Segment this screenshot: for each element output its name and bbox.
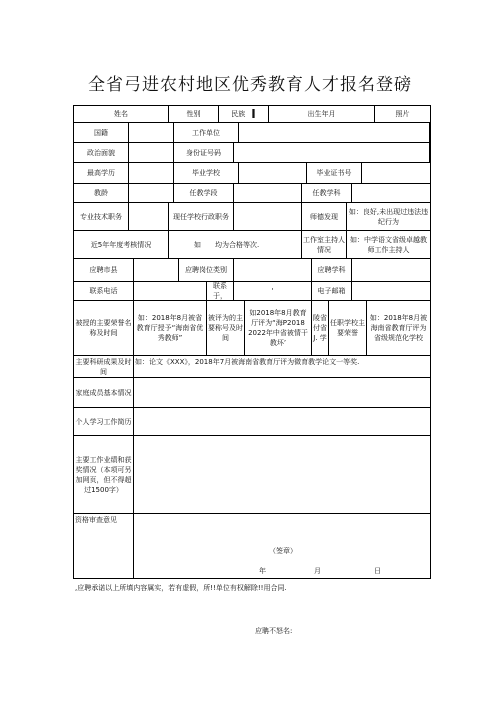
day-label: 日 [374, 567, 381, 575]
label-resume: 个人学习工作简历 [74, 408, 134, 436]
label-political: 政治面貌 [74, 143, 129, 163]
value-research: 如：论文《XXX》，2018年7月被海南省教育厅评为微育教学论文一等奖. [134, 356, 430, 378]
label-achievements: 主要工作业绩和获奖情况（本项可另加网页，但不得超过1500字） [74, 436, 134, 514]
label-ethics: 师德发现 [302, 203, 347, 231]
label-gender: 性别 [169, 106, 219, 123]
value-school[interactable] [239, 163, 307, 184]
value-honors: 如：2018年8月被省教育厅授予“海南省优秀教师” [134, 301, 207, 356]
label-research: 主要科研成果及时间 [74, 356, 134, 378]
label-school: 毕业学校 [174, 163, 239, 184]
value-education[interactable] [129, 163, 174, 184]
label-education: 最高学历 [74, 163, 129, 184]
value-apply-subject[interactable] [352, 259, 430, 282]
stray-mark: ' [271, 287, 274, 295]
label-phone: 联系电话 [74, 282, 134, 301]
pledge-text: ,应聘承诺以上所填内容属实，若有虚假，所!!单位有权解除!!用合同. [75, 584, 287, 592]
label-email: 电子邮箱 [312, 282, 352, 301]
label-apply-subject: 应聘学科 [312, 259, 352, 282]
value-political[interactable] [129, 143, 174, 163]
value-school-honors: 如：2018年8月被海南省教育厅评为省级规范化学校 [367, 301, 430, 356]
label-rated: 被评为的主要称号及时间 [207, 301, 245, 356]
label-assessment: 近5年年度考核情况 [74, 231, 169, 259]
value-achievements[interactable] [134, 436, 430, 514]
label-contact: 联系于， [207, 282, 234, 301]
label-teaching-stage: 任教学段 [174, 184, 234, 203]
label-id-number: 身份证号码 [174, 143, 234, 163]
value-cert-number[interactable] [362, 163, 430, 184]
year-label: 年 [259, 567, 266, 575]
label-apply-county: 应聘市县 [74, 259, 134, 282]
label-title-position: 专业技术职务 [74, 203, 129, 231]
value-apply-county[interactable] [134, 259, 179, 282]
value-ethics: 如：良好,未出现过违法违纪行为 [347, 203, 430, 231]
value-contact[interactable] [234, 282, 312, 301]
label-ethnicity [219, 106, 269, 123]
value-apply-post[interactable] [234, 259, 312, 282]
value-phone[interactable] [134, 282, 207, 301]
value-id-number[interactable] [234, 143, 430, 163]
label-studio: 工作室主持人情况 [302, 231, 347, 259]
label-ethnicity-text: 民族 [231, 110, 246, 118]
value-family[interactable] [134, 378, 430, 408]
form-title: 全省弓进农村地区优秀教育人才报名登磅 [88, 75, 412, 95]
label-teaching-subject: 任教学科 [302, 184, 352, 203]
value-teaching-stage[interactable] [234, 184, 302, 203]
label-admin-role: 现任学校行政职务 [169, 203, 234, 231]
month-label: 月 [314, 567, 321, 575]
text-cursor-icon: I [251, 107, 256, 121]
value-assessment: 如 均为合格等次. [169, 231, 302, 259]
label-birth: 出生年月 [269, 106, 375, 123]
value-employer[interactable] [239, 123, 430, 143]
value-teaching-subject[interactable] [352, 184, 430, 203]
seal-text: （签章） [269, 547, 297, 555]
review-area [134, 514, 430, 578]
value-admin-role[interactable] [234, 203, 302, 231]
value-email[interactable] [352, 282, 430, 301]
label-honors: 被授的主要荣誉名称及时间 [74, 301, 134, 356]
value-title-position[interactable] [129, 203, 169, 231]
signature-label: 应聃不怒名: [255, 627, 293, 635]
registration-form [73, 105, 431, 579]
label-nationality: 国籍 [74, 123, 129, 143]
value-rated: 如2018年8月教育厅评为“海P2018​2022年中省被情干教坏’ [245, 301, 312, 356]
label-teaching-years: 教龄 [74, 184, 129, 203]
label-photo: 照片 [375, 106, 430, 123]
value-resume[interactable] [134, 408, 430, 436]
label-review: 资格审查意见 [74, 514, 134, 578]
label-level: 陵省付省J. 学 [312, 301, 329, 356]
label-name: 姓名 [74, 106, 169, 123]
label-family: 家庭成员基本情况 [74, 378, 134, 408]
label-cert-number: 毕业证书号 [307, 163, 362, 184]
value-nationality[interactable] [129, 123, 174, 143]
value-teaching-years[interactable] [129, 184, 174, 203]
value-studio: 如：中学语文省级卓越教师工作主持人 [347, 231, 430, 259]
label-school-honors: 任职学校主要荣誉 [329, 301, 367, 356]
label-employer: 工作单位 [174, 123, 239, 143]
label-apply-post: 应聘岗位类别 [179, 259, 234, 282]
